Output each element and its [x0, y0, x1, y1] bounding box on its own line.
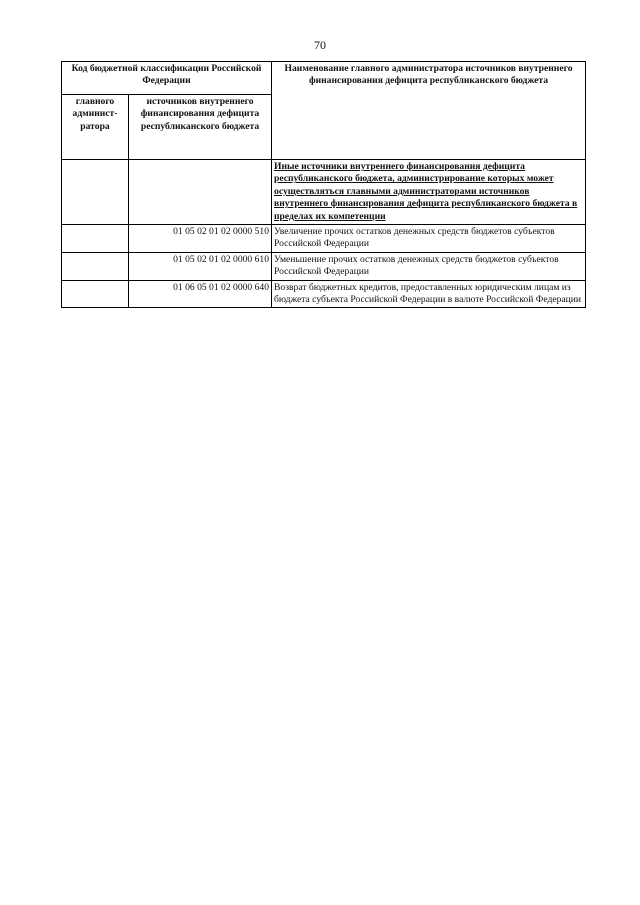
header-main-administrator: главного админист-ратора	[62, 95, 129, 160]
header-classification-code: Код бюджетной классификации Российской Федерации	[62, 62, 272, 95]
table-row	[62, 225, 586, 253]
cell-admin	[62, 252, 129, 280]
budget-classification-table	[61, 61, 586, 308]
cell-group-title: Иные источники внутреннего финансирования дефицита республиканского бюджета, администрирование которых может осуществляться главными администраторами источников внутреннего финансирования дефицита республиканского бюджета в пределах их компетенции	[272, 160, 586, 225]
cell-admin	[62, 160, 129, 225]
header-administrator-name: Наименование главного администратора источников внутреннего финансирования дефицита республиканского бюджета	[272, 62, 586, 160]
cell-name: Увеличение прочих остатков денежных средств бюджетов субъектов Российской Федерации	[272, 225, 586, 253]
cell-name: Уменьшение прочих остатков денежных средств бюджетов субъектов Российской Федерации	[272, 252, 586, 280]
cell-code	[129, 160, 272, 225]
cell-code: 01 06 05 01 02 0000 640	[129, 280, 272, 308]
cell-admin	[62, 280, 129, 308]
header-financing-sources: источников внутреннего финансирования дефицита республиканского бюджета	[129, 95, 272, 160]
cell-admin	[62, 225, 129, 253]
table-row	[62, 252, 586, 280]
table-group-row	[62, 160, 586, 225]
page-number: 70	[314, 38, 326, 52]
table-row	[62, 280, 586, 308]
cell-code: 01 05 02 01 02 0000 610	[129, 252, 272, 280]
cell-code: 01 05 02 01 02 0000 510	[129, 225, 272, 253]
cell-name: Возврат бюджетных кредитов, предоставленных юридическим лицам из бюджета субъекта Российской Федерации в валюте Российской Федерации	[272, 280, 586, 308]
